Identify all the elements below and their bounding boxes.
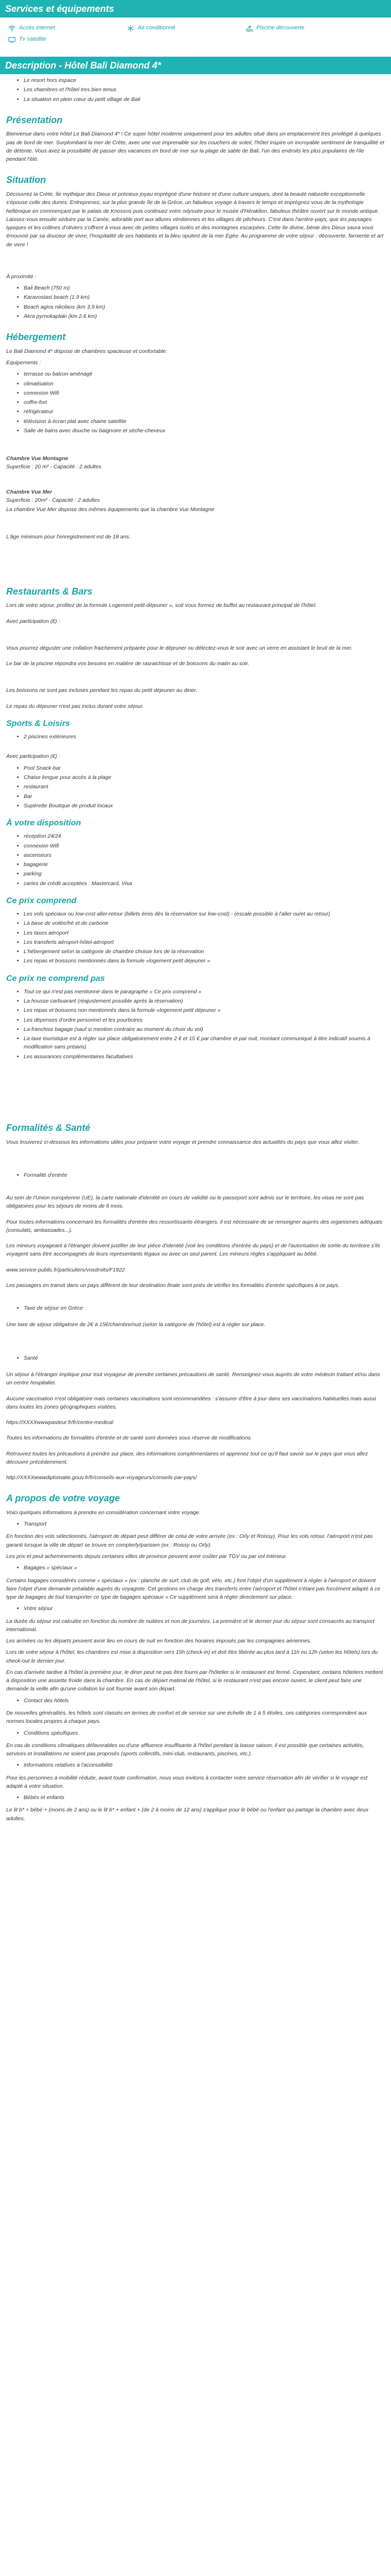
list-item: • Contact des hôtels	[24, 1697, 385, 1705]
list-item: • La housse carbuarant (réajustement possible après la réservation)	[24, 997, 385, 1005]
a-propos-text: Pour les personnes à mobilité réduite, avant toute confirmation, nous vous invitons à contacter notre service réservation afin de vérifier si le voyage est adapté à votre situation.	[6, 1774, 368, 1789]
a-propos-text: Le lit b* + bébé + (moins de 2 ans) ou le lit b* + enfant + (de 2 à moins de 12 ans) s'applique pour le bébé ou l'enfant qui partage la chambre avec deux adultes.	[6, 1807, 369, 1822]
room-sub: Superficie : 20 m² - Capacité : 2 adultes	[6, 464, 102, 470]
sports-free-list	[6, 733, 385, 741]
sports-paid-list	[6, 764, 385, 810]
list-item: • Bébés et enfants	[24, 1793, 385, 1802]
list-item: • L'hébergement selon la catégorie de chambre choisie lors de la réservation	[24, 947, 385, 956]
list-item: • ascenseurs	[24, 851, 385, 859]
list-item: • Les assurances complémentaires facultatives	[24, 1053, 385, 1061]
sports-heading: Sports & Loisirs	[6, 719, 70, 728]
service-label: Accès internet	[19, 25, 55, 31]
list-item: • Transport	[24, 1520, 385, 1528]
list-item: • Bali Beach (750 m)	[24, 284, 385, 292]
prix-comprend-heading: Ce prix comprend	[6, 896, 77, 905]
intro-bullets	[6, 76, 385, 104]
list-item: • La base de voilée/hé et de carbone	[24, 919, 385, 927]
a-propos-text: Les arrivées ou les départs peuvent avoir lieu en cours de nuit en fonction des horaires imposés par les compagnies aériennes.	[6, 1638, 312, 1645]
list-item: • 2 piscines extérieures	[24, 733, 385, 741]
list-item: • La taxe touristique est à régler sur place obligatoirement entre 2 € et 15 € par chambre et par nuit, montant communiqué à titre indicatif soumis à modification sans préavis)	[24, 1035, 385, 1052]
list-item: • Tout ce qui n'est pas mentionné dans le paragraphe « Ce prix comprend »	[24, 988, 385, 996]
list-item: • bagagerie	[24, 860, 385, 869]
list-item: • restaurant	[24, 783, 385, 791]
formalites-text: Retrouvez toutes les précautions à prendre sur place, des informations complémentaires et apprenez tout ce qu'il faut savoir sur le pays que vous allez découvrir précédemment.	[6, 1450, 368, 1465]
a-propos-transport	[6, 1520, 385, 1528]
list-item: • Les taxes aéroport	[24, 929, 385, 937]
service-label: Air conditionné	[138, 25, 175, 31]
service-aircon	[127, 23, 246, 34]
rooms-note: La chambre Vue Mer dispose des mêmes équipements que la chambre Vue Montagne	[6, 506, 215, 513]
list-item: • Santé	[24, 1354, 385, 1362]
formalites-intro: Vous trouverez ci-dessous les informations utiles pour préparer votre voyage et prendre connaissance des actualités du pays que vous allez visiter.	[6, 1139, 360, 1145]
a-propos-conditions	[6, 1729, 385, 1737]
list-item: • connexion Wifi	[24, 389, 385, 397]
service-pool	[246, 23, 380, 34]
disposition-list	[6, 832, 385, 888]
description-bar	[0, 57, 391, 74]
formalites-text: Pour toutes informations concernant les formalités d'entrée des ressortissants étrangers, il est nécessaire de se renseigner auprès des organismes adéquats (consulats, ambassades...).	[6, 1218, 383, 1233]
list-item: • Akra pyrnokaplaki (km 2.6 km)	[24, 312, 385, 320]
a-propos-text: En cas de conditions climatiques défavorables ou d'une affluence insuffisante à l'hôtel pendant la basse saison, il est possible que certaines activités, services et installations ne soient pas proposés (sports collectifs, mini-club, restaurants, piscines, etc.).	[6, 1742, 364, 1757]
formalites-text: Une taxe de séjour obligatoire de 2€ à 15€/chambre/nuit (selon la catégorie de l'hôtel) est à régler sur place.	[6, 1321, 266, 1328]
formalites-text: www.service-public.fr/particuliers/vosdroits/F1922	[6, 1266, 125, 1273]
formalites-text: http://XXXXwwwdiplomatie.gouv.fr/fr/conseils-aux-voyageurs/conseils-par-pays/	[6, 1475, 197, 1481]
service-label: Tv satellite	[19, 36, 46, 43]
room-sub: Superficie : 20m² - Capacité : 2 adultes	[6, 497, 100, 504]
a-propos-bebes	[6, 1793, 385, 1802]
formalites-text: https://XXXXwwwpasteur.fr/fr/centre-medical	[6, 1419, 113, 1426]
a-propos-bagages	[6, 1564, 385, 1572]
prix-comprend-list	[6, 910, 385, 965]
disposition-heading: À votre disposition	[6, 819, 81, 828]
room-name: Chambre Vue Mer	[6, 488, 53, 495]
list-item: • coffre-fort	[24, 398, 385, 406]
a-propos-contact	[6, 1697, 385, 1705]
situation-text: Découvrez la Crète, île mythique des Dieux et précieux joyau imprégné d'une histoire et d'une culture uniques, dont la beauté naturelle exceptionnelle s'épouse celle des dunes. Entreprenez, sur la plus grande île de la Grèce, un fabuleux voyage à travers le temps et imprégnez-vous de la mythologie hellénique en commençant par le palais de Knossos puis continuez votre odyssée pour le musée d'Héraklion, fabuleux théâtre ouvert sur le monde antique. Laissez-vous ensuite séduire par la Canée, adorable port aux allures vénitiennes et les villages de pêcheurs. C'est dans l'arrière-pays, que les paysages typiques et les collines d'oliviers s'offrent à vous avec de petites villages isolés et des montagnes escarpées. Cette île divine, bénie des Dieux saura vous émouvoir par sa douceur de vivre, l'hospitalité de ses habitants et la bleu opulent de la mer Égée. Au programme de votre séjour : découverte, farniente et art de vivre !	[6, 191, 384, 248]
sports-paid-label: Avec participation (€) :	[6, 753, 60, 760]
restaurants-text: Lors de votre séjour, profitez de la formule Logement petit-déjeuner », soit vous formez de buffet au restaurant principal de l'hôtel.	[6, 602, 317, 609]
formalites-heading: Formalités & Santé	[6, 1122, 91, 1133]
a-propos-text: De nouvelles généralités, les hôtels sont classés en termes de confort et de service sur une échelle de 1 à 5 étoiles, ces catégories correspondent aux normes locales propres à chaque pays.	[6, 1710, 367, 1725]
a-propos-accessibilite	[6, 1761, 385, 1769]
list-item: • Taxe de séjour en Grèce	[24, 1304, 385, 1312]
list-item: • Les transferts aéroport-hôtel-aéroport	[24, 938, 385, 946]
a-propos-text: La durée du séjour est calculée en fonction du nombre de nuitées et non de journées. La première et le dernier jour du séjour sont consacrés au transport international.	[6, 1618, 374, 1633]
a-propos-intro: Voici quelques informations à prendre en considération concernant votre voyage.	[6, 1509, 201, 1516]
list-item: • Informations relatives à l'accessibilité	[24, 1761, 385, 1769]
formalites-sante	[6, 1354, 385, 1362]
a-propos-text: Les prix et peut acheminements depuis certaines villes de province peuvent avoir coûter par TGV ou par vol intérieur.	[6, 1553, 287, 1560]
list-item: • Le resort hors espace	[24, 76, 385, 84]
a-propos-heading: A propos de votre voyage	[6, 1493, 120, 1504]
list-item: • Les dépenses d'ordre personnel et les pourboires	[24, 1016, 385, 1024]
a-propos-sejour	[6, 1604, 385, 1613]
prix-comprend-pas-heading: Ce prix ne comprend pas	[6, 974, 105, 983]
hebergement-intro: Le Bali Diamond 4* dispose de chambres spacieuse et confortable.	[6, 348, 168, 354]
description-title: Description - Hôtel Bali Diamond 4*	[5, 60, 161, 71]
restaurants-heading: Restaurants & Bars	[6, 586, 93, 597]
list-item: • cartes de crédit acceptées : Mastercard, Visa	[24, 879, 385, 888]
formalites-text: Toutes les informations de formalités d'entrée et de santé sont données sous réserve de modifications.	[6, 1435, 252, 1442]
restaurants-text: Le repas du déjeuner n'est pas inclus durant votre séjour.	[6, 703, 144, 709]
a-propos-text: En fonction des vols sélectionnés, l'aéroport de départ peut différer de celui de votre arrivée (ex : Orly et Roissy). Pour les vols retour, l'aéroport n'est pas garanti lorsque la ville de départ se trouve en compterly/parisien (ex : Roissy ou Orly).	[6, 1533, 373, 1548]
list-item: • Votre séjour	[24, 1604, 385, 1613]
services-bar	[0, 0, 391, 18]
list-item: • Bar	[24, 792, 385, 801]
list-item: • terrasse ou balcon aménagé	[24, 370, 385, 378]
list-item: • réception 24/24	[24, 832, 385, 840]
list-item: • Conditions spécifiques	[24, 1729, 385, 1737]
list-item: • Chaise longue pour accès à la plage	[24, 773, 385, 782]
a-propos-text: Lors de votre séjour à l'hôtel, les chambres est mise à disposition vers 15h (check-in) et doit être libérée au plus tard à 11h ou 12h (selon les hôtels) lors du check-out le dernier jour.	[6, 1649, 378, 1664]
list-item: • Bagages « spéciaux »	[24, 1564, 385, 1572]
formalites-text: Au sein de l'Union européenne (UE), la carte nationale d'identité en cours de validité ou le passeport sont admis sur le territoire, les visas ne sont pas obligatoires pour les séjours de moins de 6 mois.	[6, 1195, 364, 1210]
list-item: • Pool Snack-bar	[24, 764, 385, 772]
service-tv	[8, 34, 127, 45]
list-item: • Les chambres et l'hôtel tres bien tenus	[24, 86, 385, 94]
list-item: • Salle de bains avec douche ou baignoire et sèche-cheveux	[24, 427, 385, 435]
main-content	[0, 76, 391, 1823]
prix-comprend-pas-list	[6, 988, 385, 1061]
list-item: • Beach agios nikolaos (km 3.9 km)	[24, 303, 385, 311]
snowflake-icon	[127, 25, 134, 32]
list-item: • réfrigérateur	[24, 408, 385, 416]
list-item: • Les repas et boissons non mentionnés dans la formule «logement petit déjeuner »	[24, 1006, 385, 1014]
formalites-text: Les passagers en transit dans un pays différent de leur destination finale sont priés de vérifier les formalités d'entrée spécifiques à ce pays.	[6, 1282, 340, 1289]
age-note: L'âge minimum pour l'enregistrement est de 18 ans.	[6, 533, 131, 540]
list-item: • connexion Wifi	[24, 842, 385, 850]
services-list	[0, 20, 391, 46]
equip-label: Equipements :	[6, 360, 41, 366]
equip-list	[6, 370, 385, 435]
service-internet	[8, 23, 127, 34]
situation-heading: Situation	[6, 175, 46, 185]
room-name: Chambre Vue Montagne	[6, 455, 68, 462]
services-title: Services et équipements	[5, 4, 115, 14]
proximity-label: À proximité :	[6, 273, 37, 280]
formalites-identite	[6, 1171, 385, 1179]
a-propos-text: Certains bagages considérés comme « spéciaux » (ex : planche de surf, club de golf, vélo, etc.) font l'objet d'un supplément à régler à l'aéroport et doivent faire l'objet d'une demande préalable auprès du voyagiste. Cet gestions en charge des transferts entre l'aéroport et l'hôtel n'étant pas forcément adapté à ce type de bagages de tout transporter ce type de bagages spéciaux » Ce supplément sera à régler directement sur place.	[6, 1577, 381, 1601]
list-item: • Les vols spéciaux ou low-cost aller-retour (billets émis dès la réservation sur low-cost) - (escale possible à l'aller ou/et au retour)	[24, 910, 385, 918]
restaurants-text: Les boissons ne sont pas incluses pendant les repas du petit déjeuner au diner.	[6, 687, 198, 694]
formalites-text: Un séjour à l'étranger implique pour tout voyageur de prendre certaines précautions de santé. Renseignez-vous auprès de votre médecin traitant et/ou dans un centre hospitalier.	[6, 1371, 380, 1386]
presentation-text: Bienvenue dans votre hôtel Le Bali Diamond 4* ! Ce super hôtel moderne uniquement pour les adultes situé dans un emplacement tres privilégié à quelques pas de bord de mer. Surplombant la mer de Crète, avec une vue imprenable sur les couchers de soleil, l'hôtel inspire un incroyable sentiment de tranquillité et de détente. Vous avez la possibilité de passer des vacances en bord de mer sur la plage de sable de Bali, l'un des endroits les plus populaires de l'ile pendant l'été.	[6, 131, 384, 163]
pool-icon	[246, 25, 253, 32]
list-item: • Karavostasi beach (1.9 km)	[24, 293, 385, 301]
list-item: • La franchise bagage (sauf si mention contraire au moment du choix du vol)	[24, 1025, 385, 1033]
formalites-text: Aucune vaccination n'est obligatoire mais certaines vaccinations sont recommandées : s'assurer d'être à jour dans ses vaccinations habituelles mais aussi dans toutes les zones géographiques visitées.	[6, 1395, 376, 1410]
list-item: • Les repas et boissons mentionnés dans la formule «logement petit déjeuner »	[24, 957, 385, 965]
a-propos-text: En cas d'arrivée tardive à l'hôtel la première jour, le diner peut ne pas être fourni par l'hôtelier si le restaurant est fermé. Cependant, certains hôteliers mettent à disposition une assiette froide dans la chambre. En cas de départ matinal de l'hôtel, si le restaurant n'est pas encore ouvert, le client peut faire une demande la veille afin qu'une collation lui soit fournie avant son départ.	[6, 1669, 383, 1692]
formalites-taxe	[6, 1304, 385, 1312]
proximity-list	[6, 284, 385, 320]
restaurants-text: Le bar de la piscine répondra vos besoins en matière de rasraichisse et de boissons du matin au soir.	[6, 660, 250, 667]
list-item: • parking	[24, 870, 385, 878]
list-item: • Supérette Boutique de produit locaux	[24, 802, 385, 810]
list-item: • Formalité d'entrée	[24, 1171, 385, 1179]
hebergement-heading: Hébergement	[6, 332, 66, 343]
formalites-text: Les mineurs voyageant à l'étranger doivent justifier de leur pièce d'identité (voir les conditions d'entrée du pays) et de l'autorisation de sortie du territoire s'ils voyagent sans être accompagnés de leurs représentants légaux ou avec un seul parent. Les mineurs règles s'appliquant au bébé.	[6, 1243, 380, 1258]
wifi-icon	[8, 25, 15, 32]
list-item: • télévision à écran plat avec chaine satellite	[24, 417, 385, 426]
restaurants-text: Vous pourrez déguster une collation fraichement préparée pour le déjeuner ou délectez-vous le soir avec un verre en assistant le bruit de la mer.	[6, 645, 353, 651]
restaurants-text: Avec participation (€) :	[6, 618, 60, 624]
presentation-heading: Présentation	[6, 114, 63, 125]
list-item: • La situation en plein cœur du petit village de Bali	[24, 95, 385, 104]
list-item: • climatisation	[24, 380, 385, 388]
service-label: Piscine découverte	[256, 25, 304, 31]
tv-icon	[8, 36, 15, 43]
